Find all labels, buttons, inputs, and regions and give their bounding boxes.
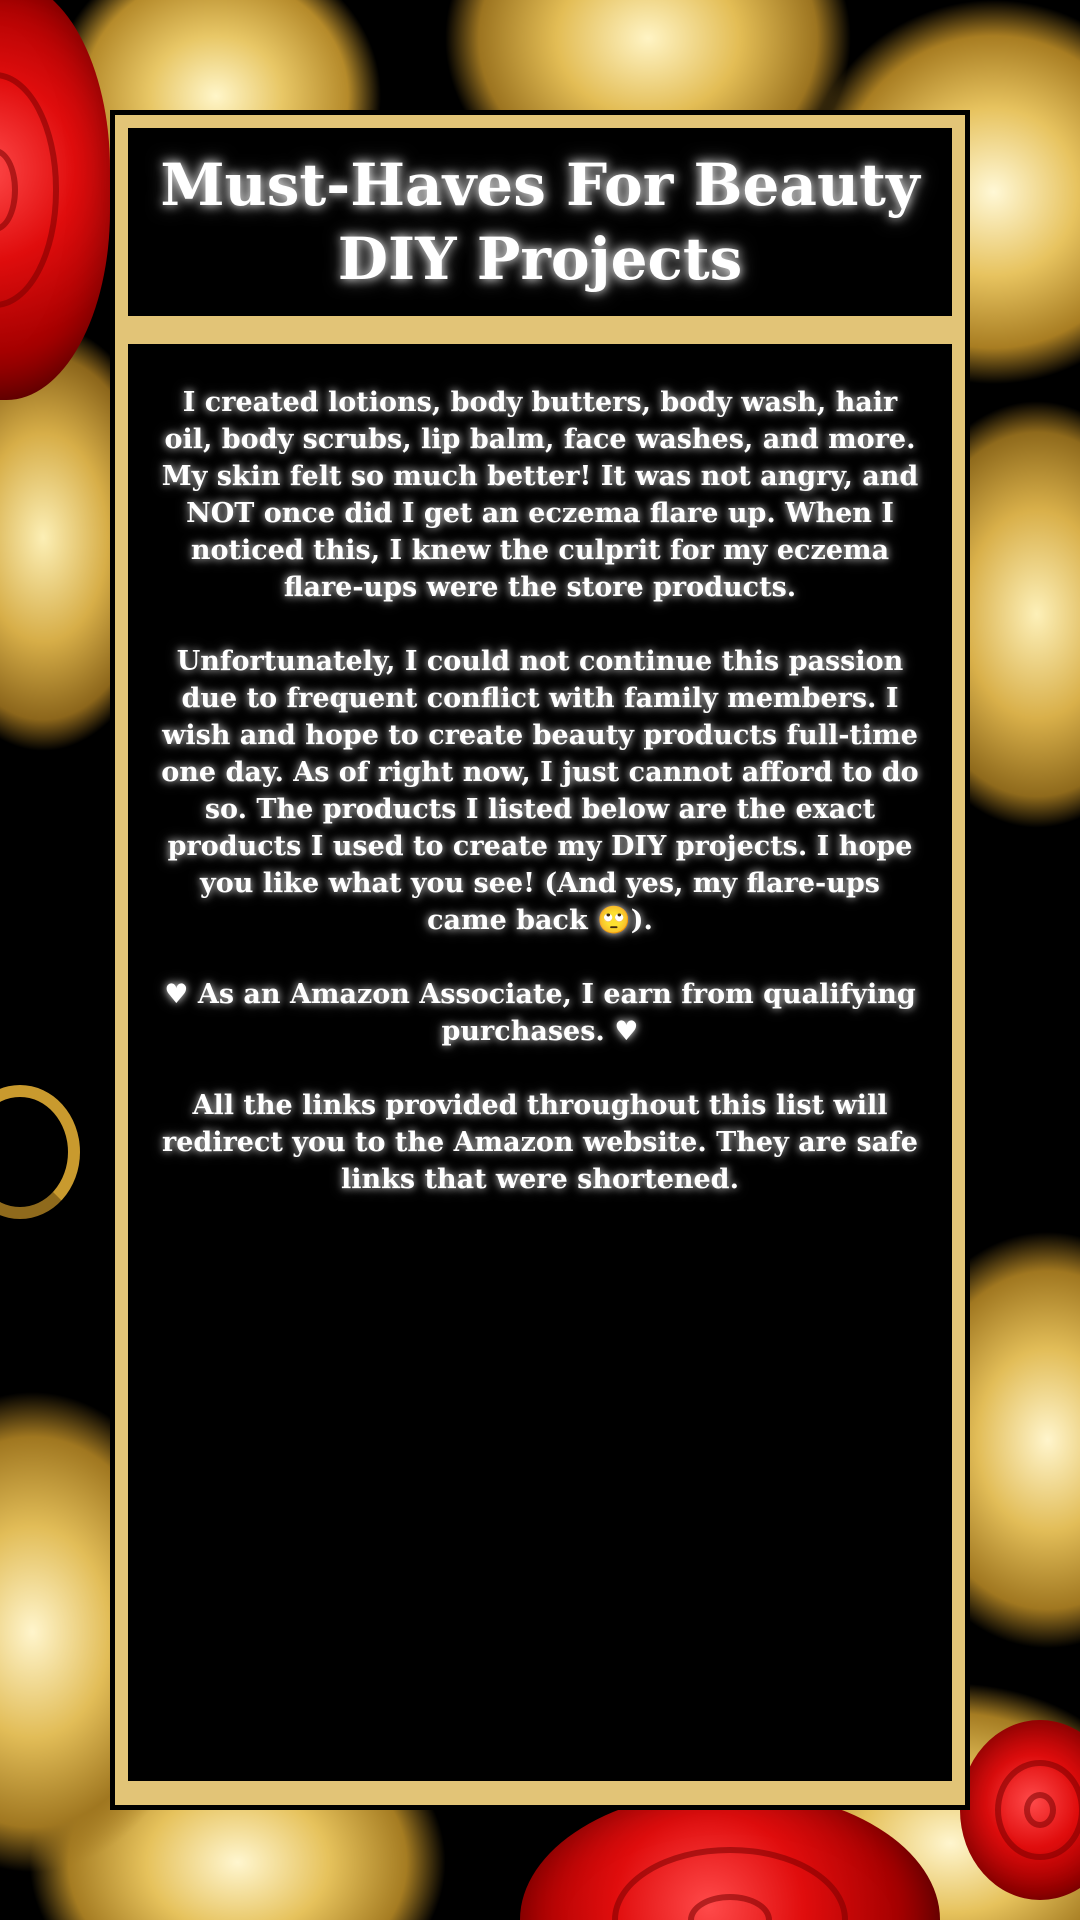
links-notice-paragraph: All the links provided throughout this list will redirect you to the Amazon website. They are safe links that were shortened. bbox=[162, 1090, 918, 1195]
title-panel bbox=[128, 128, 952, 316]
red-rose-decoration bbox=[0, 0, 110, 400]
gold-frame bbox=[110, 110, 970, 1810]
intro-paragraph: I created lotions, body butters, body wash, hair oil, body scrubs, lip balm, face washes, and more. My skin felt so much better! It was not angry, and NOT once did I get an eczema flare up. When I noticed this, I knew the culprit for my eczema flare-ups were the store products. bbox=[161, 387, 919, 603]
content-panel bbox=[128, 344, 952, 1781]
page-title: Must-Haves For Beauty DIY Projects bbox=[160, 151, 920, 293]
disclosure-text: As an Amazon Associate, I earn from qualifying purchases. bbox=[188, 979, 916, 1047]
story-paragraph: Unfortunately, I could not continue this passion due to frequent conflict with family members. I wish and hope to create beauty products full-time one day. As of right now, I just cannot afford to do so. The products I listed below are the exact products I used to create my DIY projects. I hope you like what you see! (And yes, my flare-ups came back 🙄). bbox=[161, 646, 919, 936]
heart-icon: ♥ bbox=[614, 1016, 639, 1047]
heart-icon: ♥ bbox=[164, 979, 189, 1010]
affiliate-disclosure bbox=[158, 976, 922, 1050]
gold-swirl-decoration bbox=[0, 1085, 80, 1219]
red-rose-decoration-bottom-right bbox=[960, 1720, 1080, 1900]
